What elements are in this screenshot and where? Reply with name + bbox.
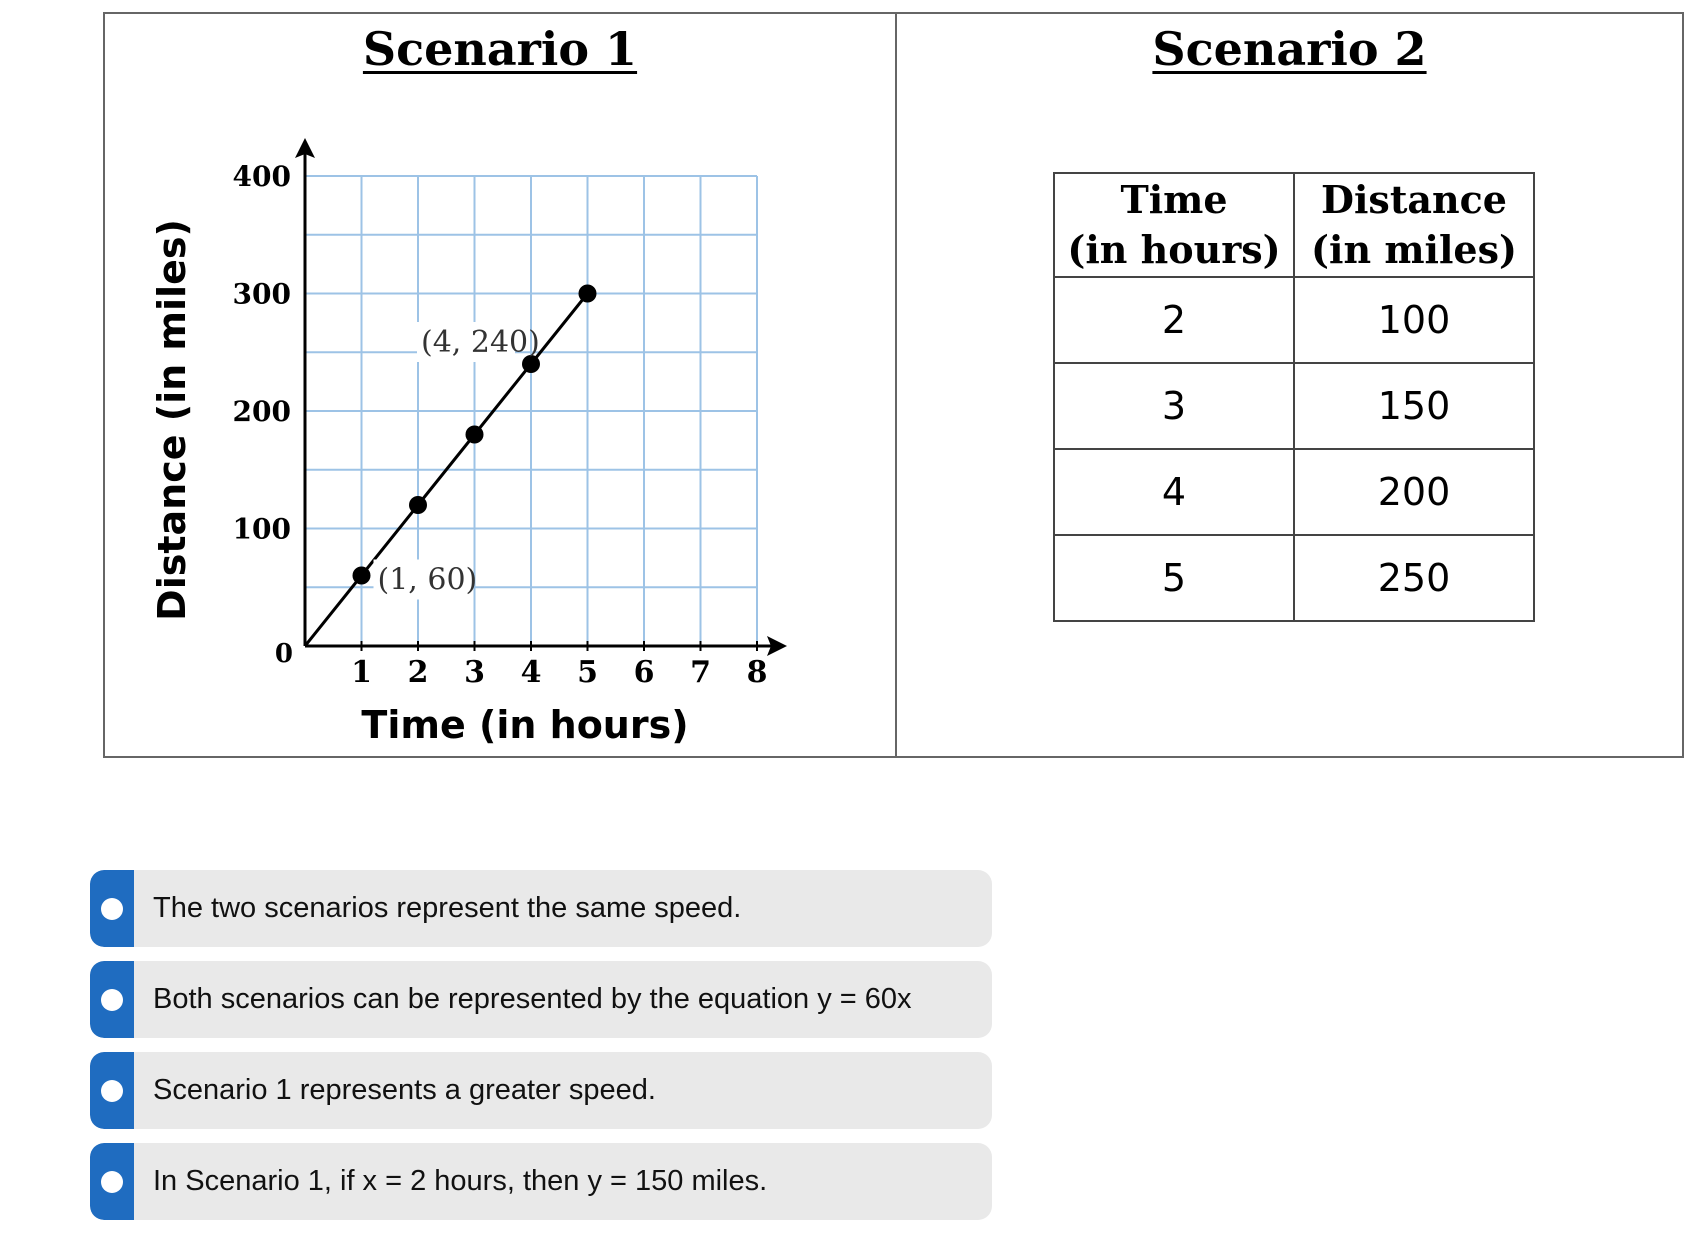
time-cell: 3 [1054, 363, 1294, 449]
time-cell: 4 [1054, 449, 1294, 535]
distance-cell: 150 [1294, 363, 1534, 449]
time-header-line-1: Time [1120, 177, 1228, 222]
choice-label: The two scenarios represent the same speed. [153, 892, 742, 924]
distance-cell: 100 [1294, 277, 1534, 363]
answer-choices [90, 870, 992, 1234]
y-tick-label: 0 [274, 639, 293, 669]
choice-accent-tab [90, 1052, 134, 1129]
x-tick-label: 1 [351, 655, 372, 690]
scenario-2-title: Scenario 2 [1152, 22, 1427, 76]
choice-label: In Scenario 1, if x = 2 hours, then y = 150 miles. [153, 1165, 768, 1197]
table-header-row [1054, 173, 1534, 277]
time-distance-table [1053, 172, 1535, 622]
time-cell: 2 [1054, 277, 1294, 363]
point-annotation: (1, 60) [377, 562, 478, 598]
x-tick-label: 8 [746, 655, 768, 690]
data-point [353, 567, 371, 585]
table-row [1054, 449, 1534, 535]
scenario-figure [103, 12, 1684, 758]
chart-grid [305, 176, 757, 646]
table-row [1054, 363, 1534, 449]
radio-circle-icon[interactable] [101, 989, 123, 1011]
time-column-header [1054, 173, 1294, 277]
x-tick-label: 5 [577, 655, 598, 690]
y-tick-label: 300 [232, 277, 291, 311]
radio-circle-icon[interactable] [101, 898, 123, 920]
distance-cell: 250 [1294, 535, 1534, 621]
scenario-2-panel [897, 14, 1682, 756]
x-tick-label: 6 [633, 655, 655, 690]
scenario-1-title: Scenario 1 [362, 22, 638, 76]
distance-header-line-1: Distance [1321, 177, 1507, 222]
data-point [466, 426, 484, 444]
choice-label: Scenario 1 represents a greater speed. [153, 1074, 656, 1106]
answer-choice-3[interactable] [90, 1052, 992, 1129]
scenario-2-table-wrap [1053, 172, 1535, 622]
distance-time-graph [105, 14, 897, 758]
scenario-1-panel [105, 14, 897, 756]
x-tick-label: 3 [464, 655, 485, 690]
distance-column-header [1294, 173, 1534, 277]
time-header-line-2: (in hours) [1067, 227, 1281, 272]
table-row [1054, 277, 1534, 363]
data-point [579, 285, 597, 303]
distance-header-line-2: (in miles) [1311, 227, 1517, 272]
table-row [1054, 535, 1534, 621]
data-point [409, 496, 427, 514]
y-axis-title: Distance (in miles) [150, 219, 194, 621]
distance-cell: 200 [1294, 449, 1534, 535]
x-axis-title: Time (in hours) [361, 703, 689, 747]
choice-accent-tab [90, 870, 134, 947]
y-tick-label: 100 [232, 512, 291, 546]
choice-accent-tab [90, 961, 134, 1038]
choice-accent-tab [90, 1143, 134, 1220]
x-tick-label: 7 [690, 655, 711, 690]
choice-label: Both scenarios can be represented by the equation y = 60x [153, 983, 912, 1015]
radio-circle-icon[interactable] [101, 1171, 123, 1193]
answer-choice-2[interactable] [90, 961, 992, 1038]
x-tick-label: 4 [520, 655, 542, 690]
answer-choice-1[interactable] [90, 870, 992, 947]
y-tick-label: 400 [232, 160, 291, 193]
point-annotation: (4, 240) [421, 325, 540, 360]
y-tick-label: 200 [232, 395, 291, 428]
answer-choice-4[interactable] [90, 1143, 992, 1220]
time-cell: 5 [1054, 535, 1294, 621]
radio-circle-icon[interactable] [101, 1080, 123, 1102]
x-tick-label: 2 [407, 655, 429, 690]
